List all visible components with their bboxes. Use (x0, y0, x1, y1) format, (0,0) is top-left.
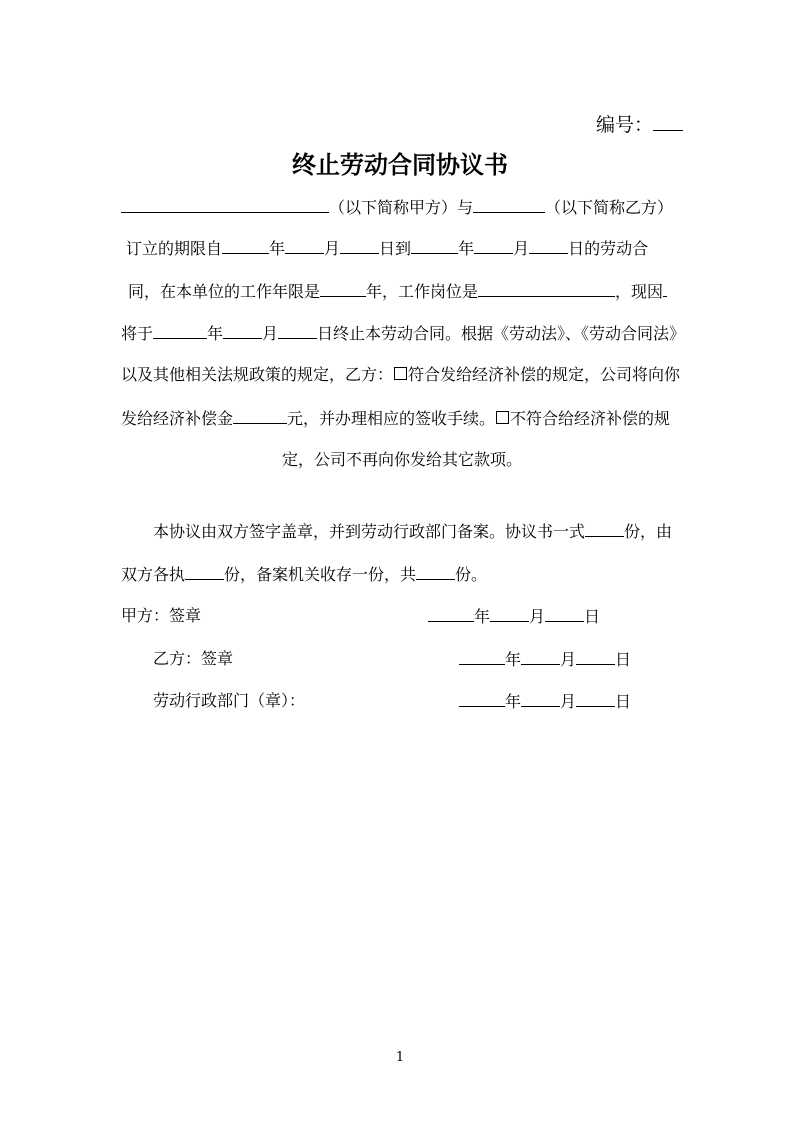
document-number (596, 112, 683, 137)
labor-dept-signature-date (459, 690, 631, 713)
text: 年 (207, 324, 224, 343)
party-a-signature-date (428, 605, 600, 628)
text: 年 (505, 650, 522, 669)
termination-year-blank (153, 322, 207, 339)
copies-total-blank (585, 520, 624, 537)
text: 发给经济补偿金 (121, 409, 234, 428)
text: 月 (324, 239, 341, 258)
work-years-blank (320, 280, 366, 297)
text: 双方各执 (121, 565, 186, 584)
year-blank (459, 690, 505, 707)
para1-line1 (121, 196, 673, 219)
termination-day-blank (278, 322, 317, 339)
text: 元，并办理相应的签收手续。 (287, 409, 496, 428)
para2-line2 (121, 563, 487, 586)
month-blank (521, 648, 560, 665)
labor-dept-signature-label: 劳动行政部门（章）： (153, 691, 306, 710)
compensation-amount-blank (233, 407, 287, 424)
termination-month-blank (223, 322, 262, 339)
text: 月 (560, 692, 577, 711)
compensation-eligible-checkbox[interactable] (394, 367, 407, 380)
text: 年 (458, 239, 475, 258)
text: 份，由 (624, 522, 673, 541)
para2-line1 (153, 520, 672, 543)
end-year-blank (411, 237, 458, 254)
party-b-signature-date (459, 648, 631, 671)
document-number-blank (653, 112, 683, 131)
page-number: 1 (395, 1050, 405, 1065)
day-blank (576, 648, 615, 665)
party-b-signature-label: 乙方：签章 (153, 649, 234, 668)
text: （以下简称甲方）与 (329, 198, 474, 217)
text: 年，工作岗位是 (366, 282, 479, 301)
text: 本协议由双方签字盖章，并到劳动行政部门备案。协议书一式 (153, 522, 586, 541)
para1-line5 (121, 364, 680, 386)
day-blank (576, 690, 615, 707)
copies-sum-blank (416, 563, 455, 580)
party-a-name-blank (121, 196, 329, 213)
document-number-label: 编号： (596, 114, 654, 136)
start-month-blank (285, 237, 324, 254)
text: 月 (513, 239, 530, 258)
start-year-blank (222, 237, 269, 254)
text: 符合发给经济补偿的规定，公司将向你 (408, 365, 681, 384)
para1-line6 (121, 407, 670, 430)
compensation-ineligible-checkbox[interactable] (496, 411, 509, 424)
text: （以下简称乙方） (545, 198, 674, 217)
end-day-blank (529, 237, 568, 254)
text: 月 (560, 650, 577, 669)
reason-blank (663, 280, 667, 297)
document-title: 终止劳动合同协议书 (292, 151, 508, 179)
text: 月 (529, 607, 546, 626)
text: 日 (615, 692, 632, 711)
para1-line4 (121, 322, 685, 345)
text: 月 (262, 324, 279, 343)
text: 年 (474, 607, 491, 626)
text: 订立的期限自 (126, 239, 223, 258)
para1-line7: 定，公司不再向你发给其它款项。 (282, 450, 523, 469)
day-blank (545, 605, 584, 622)
text: 年 (269, 239, 286, 258)
start-day-blank (340, 237, 379, 254)
text: 将于 (121, 324, 154, 343)
text: 日的劳动合 (568, 239, 649, 258)
text: 以及其他相关法规政策的规定，乙方： (121, 365, 394, 384)
text: 年 (505, 692, 522, 711)
text: 不符合给经济补偿的规 (510, 409, 671, 428)
text: 日 (615, 650, 632, 669)
year-blank (459, 648, 505, 665)
text: 同，在本单位的工作年限是 (128, 282, 321, 301)
text: 份，备案机关收存一份，共 (224, 565, 417, 584)
text: 日 (584, 607, 601, 626)
para1-line2 (126, 237, 648, 260)
copies-each-blank (185, 563, 224, 580)
para1-line3 (128, 280, 667, 303)
party-b-name-blank (473, 196, 545, 213)
text: 份。 (455, 565, 488, 584)
year-blank (428, 605, 474, 622)
end-month-blank (474, 237, 513, 254)
text: 日到 (379, 239, 412, 258)
party-a-signature-label: 甲方：签章 (121, 606, 202, 625)
month-blank (521, 690, 560, 707)
month-blank (490, 605, 529, 622)
text: 日终止本劳动合同。根据《劳动法》、《劳动合同法》 (317, 324, 686, 343)
job-position-blank (478, 280, 615, 297)
text: ，现因 (615, 282, 664, 301)
